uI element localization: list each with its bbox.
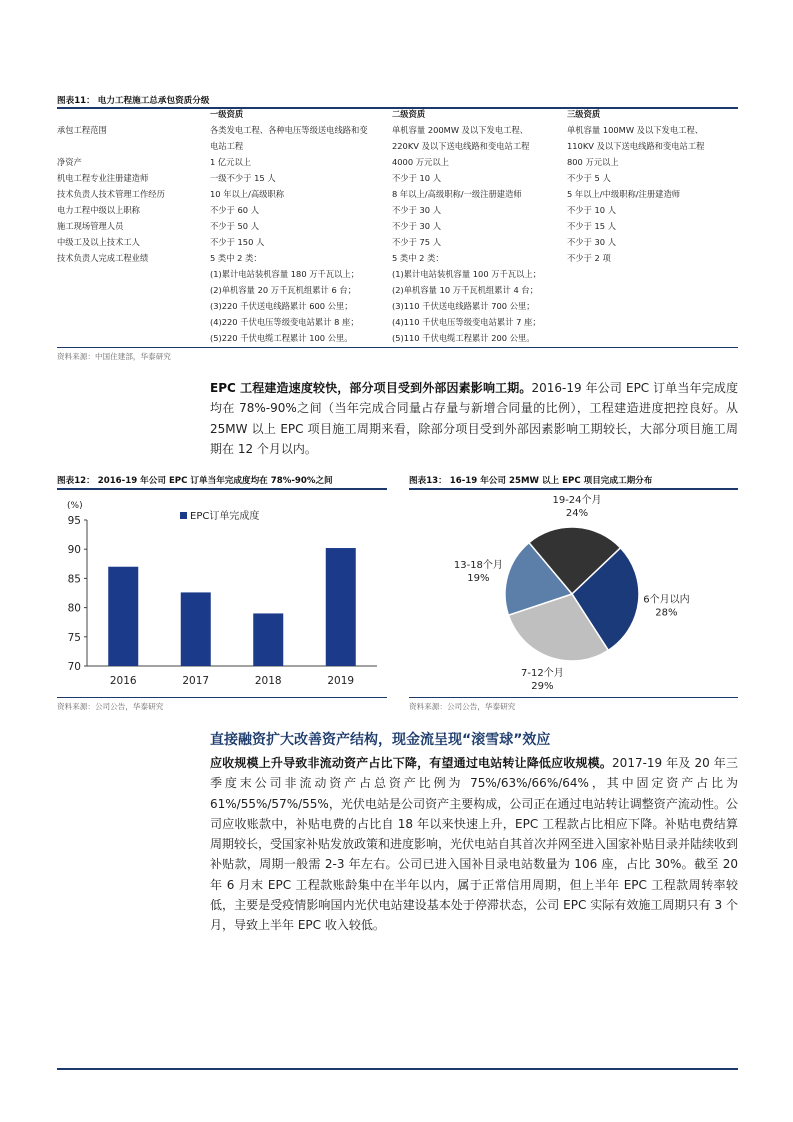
pie-value-label: 24% <box>565 508 589 520</box>
pie-label: 6个月以内 <box>643 594 690 606</box>
bar-2017 <box>181 592 211 666</box>
table-cell: 不少于 15 人 <box>567 221 617 231</box>
table-cell: (3)220 千伏送电线路累计 600 公里； <box>210 301 353 311</box>
table-cell: 不少于 5 人 <box>567 173 611 183</box>
table-row <box>57 266 738 282</box>
table-cell: 不少于 75 人 <box>392 237 442 247</box>
table-cell: 5 类中 2 类： <box>392 253 444 263</box>
table-header-cell: 二级资质 <box>392 109 426 119</box>
pie-label: 19-24个月 <box>552 495 602 507</box>
pie-label: 13-18个月 <box>453 559 503 571</box>
y-tick-label: 80 <box>67 602 81 615</box>
table-cell: (4)220 千伏电压等级变电站累计 8 座； <box>210 317 359 327</box>
table-cell: 110KV 及以下送电线路和变电站工程 <box>567 141 705 151</box>
table-cell: 单机容量 200MW 及以下发电工程、 <box>392 125 529 135</box>
paragraph-receivables <box>210 753 738 936</box>
table-cell: 施工现场管理人员 <box>57 221 124 231</box>
table-header-cell: 三级资质 <box>567 109 601 119</box>
table-cell: 8 年以上/高级职称/一级注册建造师 <box>392 189 522 199</box>
chart12-source: 资料来源：公司公告，华泰研究 <box>57 702 164 711</box>
table-cell: 不少于 30 人 <box>392 221 442 231</box>
y-tick-label: 75 <box>67 631 81 644</box>
table-cell: 不少于 30 人 <box>567 237 617 247</box>
table-row <box>57 330 738 346</box>
bar-2018 <box>253 613 283 666</box>
paragraph-body: 2016-19 年公司 EPC 订单当年完成度均在 78%-90%之间（当年完成合同量占存量与新增合同量的比例），工程建造进度把控良好。从 25MW 以上 EPC 项目施工周期来看，除部分项目受到外部因素影响工期较长，大部分项目施工周期在 12 个月以内。 <box>210 381 738 456</box>
table-row <box>57 282 738 298</box>
legend-label: EPC订单完成度 <box>190 511 260 522</box>
table-row <box>57 122 738 138</box>
table-cell: 不少于 50 人 <box>210 221 260 231</box>
chart13-bottom-rule <box>409 697 738 698</box>
table-cell: 技术负责人完成工程业绩 <box>57 253 149 263</box>
pie-value-label: 28% <box>655 607 678 619</box>
table-row <box>57 170 738 186</box>
table-cell: 1 亿元以上 <box>210 157 252 167</box>
footer-rule <box>57 1068 738 1070</box>
y-tick-label: 90 <box>67 544 81 557</box>
table-cell: 机电工程专业注册建造师 <box>57 173 149 183</box>
table-cell: 不少于 10 人 <box>392 173 442 183</box>
section-paragraph-body: 2017-19 年及 20 年三季度末公司非流动资产占总资产比例为 75%/63%/66%/64%，其中固定资产占比为 61%/55%/57%/55%，光伏电站是公司资产主要构成，公司正在通过电站转让调整资产流动性。公司应收账款中，补贴电费的占比自 18 年以来快速上升，EPC 工程款占比相应下降。补贴电费结算周期较长，受国家补贴发放政策和进度影响，光伏电站自其首次并网至进入国家补贴目录并陆续收到补贴款，周期一般需 2-3 年左右。公司已进入国补目录电站数量为 106 座，占比 30%。截至 20 年 6 月末 EPC 工程款账龄集中在半年以内，属于正常信用周期，但上半年 EPC 工程款周转率较低，主要是受疫情影响国内光伏电站建设基本处于停滞状态，公司 EPC 实际有效施工周期只有 3 个月，导致上半年 EPC 收入较低。 <box>210 756 739 933</box>
y-tick-label: 85 <box>67 573 81 586</box>
table-cell: (3)110 千伏送电线路累计 700 公里； <box>392 301 535 311</box>
y-tick-label: 95 <box>67 515 81 527</box>
table-cell: (2)单机容量 20 万千瓦机组累计 6 台； <box>210 285 356 295</box>
chart12-top-rule <box>57 488 387 490</box>
table-cell: 800 万元以上 <box>567 157 619 167</box>
table-cell: 一级不少于 15 人 <box>210 173 276 183</box>
table-header-cell: 一级资质 <box>210 109 244 119</box>
table-header-row <box>57 106 738 122</box>
table-row <box>57 138 738 154</box>
table-cell: 4000 万元以上 <box>392 157 449 167</box>
pie-label: 7-12个月 <box>521 667 564 679</box>
table-row <box>57 202 738 218</box>
table-cell: 各类发电工程、各种电压等级送电线路和变 <box>210 125 368 135</box>
table-cell: 10 年以上/高级职称 <box>210 189 285 199</box>
epc-completion-bar-chart <box>57 494 397 694</box>
table-cell: 不少于 2 项 <box>567 253 611 263</box>
table-row <box>57 314 738 330</box>
chart12-bottom-rule <box>57 697 387 698</box>
table11-source: 资料来源：中国住建部，华泰研究 <box>57 352 171 361</box>
table-cell: 中级工及以上技术工人 <box>57 237 140 247</box>
table-row <box>57 154 738 170</box>
table-row <box>57 250 738 266</box>
table11-caption: 图表11： 电力工程施工总承包资质分级 <box>57 96 210 106</box>
table-cell: 净资产 <box>57 157 82 167</box>
table-cell: 不少于 60 人 <box>210 205 260 215</box>
section-heading: 直接融资扩大改善资产结构，现金流呈现“滚雪球”效应 <box>210 732 551 748</box>
table-cell: (4)110 千伏电压等级变电站累计 7 座； <box>392 317 541 327</box>
table-cell: 5 类中 2 类： <box>210 253 262 263</box>
table-cell: (1)累计电站装机容量 100 万千瓦以上； <box>392 269 542 279</box>
bar-2016 <box>108 567 138 666</box>
chart13-caption: 图表13： 16-19 年公司 25MW 以上 EPC 项目完成工期分布 <box>409 476 653 486</box>
table-cell: (5)110 千伏电缆工程累计 200 公里。 <box>392 333 535 343</box>
y-unit-label: (%) <box>67 501 83 511</box>
table-cell: 电力工程中级以上职称 <box>57 205 140 215</box>
x-tick-label: 2016 <box>109 675 137 687</box>
chart13-source: 资料来源：公司公告，华泰研究 <box>409 702 516 711</box>
qualification-table <box>57 106 738 346</box>
chart12-caption: 图表12： 2016-19 年公司 EPC 订单当年完成度均在 78%-90%之间 <box>57 476 333 486</box>
table-row <box>57 298 738 314</box>
x-tick-label: 2018 <box>254 675 282 687</box>
table-cell: 5 年以上/中级职称/注册建造师 <box>567 189 681 199</box>
table-cell: (5)220 千伏电缆工程累计 100 公里。 <box>210 333 353 343</box>
pie-value-label: 29% <box>531 680 554 692</box>
x-tick-label: 2019 <box>327 675 355 687</box>
table-cell: 不少于 30 人 <box>392 205 442 215</box>
table-row <box>57 218 738 234</box>
project-duration-pie-chart <box>409 494 738 694</box>
legend-swatch <box>180 512 187 519</box>
table11-bottom-rule <box>57 347 738 348</box>
table-cell: 220KV 及以下送电线路和变电站工程 <box>392 141 530 151</box>
paragraph-lead: EPC 工程建造速度较快，部分项目受到外部因素影响工期。 <box>210 381 532 395</box>
table-cell: 单机容量 100MW 及以下发电工程、 <box>567 125 704 135</box>
table-cell: 承包工程范围 <box>57 125 107 135</box>
table-cell: (2)单机容量 10 万千瓦机组累计 4 台； <box>392 285 538 295</box>
table-cell: 电站工程 <box>210 141 244 151</box>
table-cell: 技术负责人技术管理工作经历 <box>57 189 165 199</box>
table-cell: 不少于 150 人 <box>210 237 265 247</box>
chart13-top-rule <box>409 488 738 490</box>
table-row <box>57 234 738 250</box>
pie-value-label: 19% <box>467 572 490 584</box>
bar-2019 <box>326 548 356 666</box>
x-tick-label: 2017 <box>182 675 210 687</box>
paragraph-epc-speed <box>210 378 738 459</box>
table-cell: 不少于 10 人 <box>567 205 617 215</box>
section-paragraph-lead: 应收规模上升导致非流动资产占比下降，有望通过电站转让降低应收规模。 <box>210 756 613 770</box>
table-row <box>57 186 738 202</box>
table-cell: (1)累计电站装机容量 180 万千瓦以上； <box>210 269 360 279</box>
y-tick-label: 70 <box>67 661 81 673</box>
